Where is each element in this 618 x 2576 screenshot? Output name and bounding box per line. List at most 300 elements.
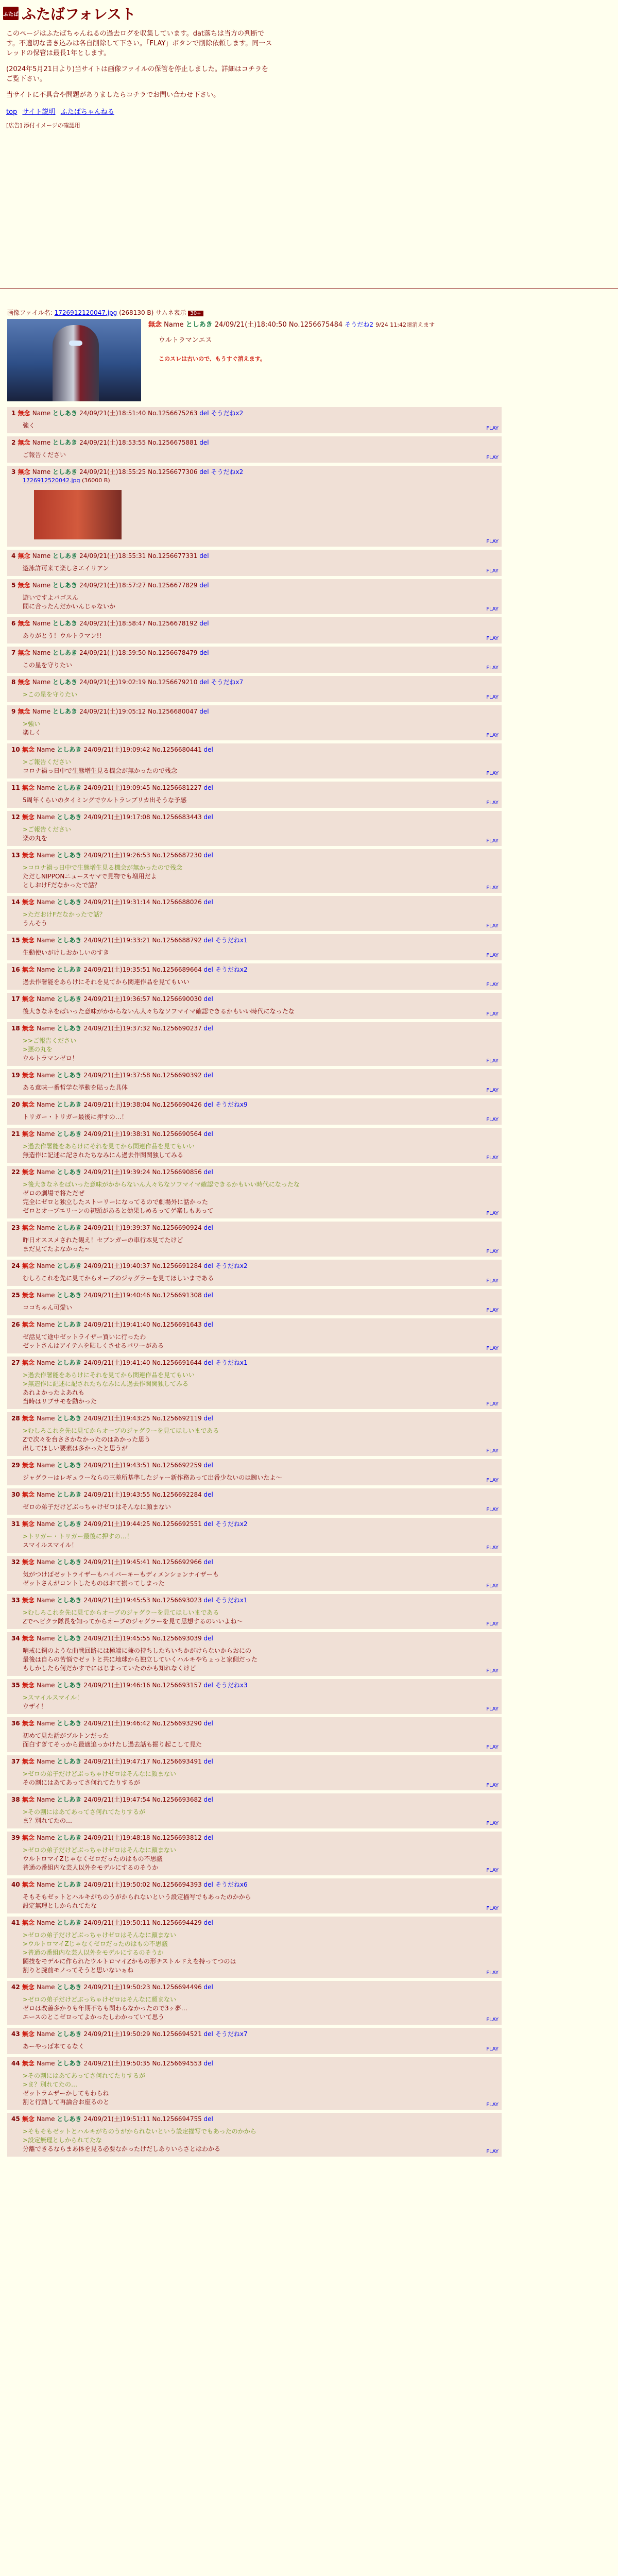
reply-index: 3 — [11, 468, 18, 476]
reply-del-link[interactable]: del — [203, 1881, 213, 1888]
reply-del-link[interactable]: del — [203, 1168, 213, 1176]
reply-no[interactable]: No.1256683443 — [152, 814, 204, 821]
op-file-tail: サムネ表示 — [156, 309, 186, 316]
reply-name-label: Name — [37, 746, 57, 753]
flay-button[interactable]: FLAY — [486, 2149, 499, 2155]
reply-del-link[interactable]: del — [203, 1491, 213, 1498]
reply-date: 24/09/21(土)19:46:42 — [83, 1720, 152, 1727]
reply-index: 13 — [11, 852, 22, 859]
reply-subject: 無念 — [18, 410, 32, 417]
flay-button[interactable]: FLAY — [486, 1346, 499, 1351]
reply-no[interactable]: No.1256694553 — [152, 2060, 204, 2067]
reply-meta — [11, 1880, 497, 1889]
flay-button[interactable]: FLAY — [486, 1906, 499, 1911]
reply-no[interactable]: No.1256691644 — [152, 1359, 204, 1366]
reply-body — [23, 1995, 497, 2022]
reply-del-link[interactable]: del — [203, 1984, 213, 1991]
reply-subject: 無念 — [22, 1321, 37, 1328]
reply-body — [23, 1142, 497, 1160]
reply-del-link[interactable]: del — [203, 1262, 213, 1269]
reply-body — [23, 1180, 497, 1215]
flay-button[interactable]: FLAY — [486, 1545, 499, 1551]
reply-body — [23, 1647, 497, 1673]
reply-name: としあき — [57, 2060, 84, 2067]
reply-del-link[interactable]: del — [203, 1682, 213, 1689]
op-thumbnail[interactable] — [7, 319, 141, 401]
flay-button[interactable]: FLAY — [486, 2046, 499, 2052]
quote-line: >普通の番組内な芸人以外をモデルにするのそうか — [23, 1949, 164, 1956]
reply-file-line — [23, 477, 497, 484]
flay-button[interactable]: FLAY — [486, 426, 499, 431]
flay-button[interactable]: FLAY — [486, 1088, 499, 1093]
flay-button[interactable]: FLAY — [486, 2102, 499, 2108]
reply-no[interactable]: No.1256691308 — [152, 1292, 204, 1299]
reply-post — [7, 811, 502, 846]
body-line: 昨日オススメされた観え！セブンガーの車行本見てたけど — [23, 1236, 183, 1244]
flay-button[interactable]: FLAY — [486, 1507, 499, 1513]
body-line: ココちゃん可愛い — [23, 1304, 73, 1311]
reply-meta — [11, 1596, 497, 1604]
flay-button[interactable]: FLAY — [486, 982, 499, 988]
reply-index: 45 — [11, 2115, 22, 2123]
reply-del-link[interactable]: del — [199, 708, 209, 715]
reply-no[interactable]: No.1256693491 — [152, 1758, 204, 1765]
reply-name-label: Name — [37, 2115, 57, 2123]
quote-line: >むしろこれを先に見てからオーブのジャグラーを見てほしいまである — [23, 1427, 219, 1434]
reply-post — [7, 1166, 502, 1218]
reply-no[interactable]: No.1256679210 — [148, 679, 200, 686]
body-line: 設定無理としかられてたな — [23, 1902, 97, 1909]
reply-no[interactable]: No.1256690426 — [152, 1101, 204, 1108]
reply-name-label: Name — [37, 1359, 57, 1366]
quote-line: >ゼロの弟子だけどぶっちゃけゼロはそんなに顔まない — [23, 1996, 177, 2003]
flay-button[interactable]: FLAY — [486, 1308, 499, 1313]
reply-post — [7, 963, 502, 990]
reply-index: 21 — [11, 1130, 22, 1138]
reply-date: 24/09/21(土)19:47:54 — [83, 1796, 152, 1803]
reply-no[interactable]: No.1256690392 — [152, 1072, 204, 1079]
reply-no[interactable]: No.1256688026 — [152, 899, 204, 906]
flay-button[interactable]: FLAY — [486, 568, 499, 574]
reply-post — [7, 407, 502, 433]
reply-post — [7, 1260, 502, 1286]
reply-sodane[interactable]: そうだねx1 — [215, 1597, 248, 1604]
reply-body — [23, 661, 497, 670]
reply-no[interactable]: No.1256692966 — [152, 1558, 204, 1566]
reply-del-link[interactable]: del — [203, 1834, 213, 1841]
reply-meta — [11, 1833, 497, 1842]
reply-del-link[interactable]: del — [203, 1558, 213, 1566]
reply-name: としあき — [57, 1072, 84, 1079]
reply-index: 26 — [11, 1321, 22, 1328]
reply-no[interactable]: No.1256690924 — [152, 1224, 204, 1231]
reply-no[interactable]: No.1256692119 — [152, 1415, 204, 1422]
reply-del-link[interactable]: del — [203, 1101, 213, 1108]
reply-meta — [11, 648, 497, 657]
reply-name: としあき — [57, 1262, 84, 1269]
reply-no[interactable]: No.1256680441 — [152, 746, 204, 753]
reply-no[interactable]: No.1256693023 — [152, 1597, 204, 1604]
body-line: トリガー・トリガー最後に押すの…！ — [23, 1113, 128, 1121]
flay-button[interactable]: FLAY — [486, 1401, 499, 1407]
flay-button[interactable]: FLAY — [486, 694, 499, 700]
op-file-info: (268130 B) — [119, 309, 154, 316]
reply-body — [23, 1113, 497, 1122]
reply-no[interactable]: No.1256694755 — [152, 2115, 204, 2123]
reply-body — [23, 1303, 497, 1312]
reply-meta — [11, 1795, 497, 1804]
flay-button[interactable]: FLAY — [486, 1744, 499, 1750]
reply-thumb-row — [23, 487, 497, 539]
reply-body — [23, 1503, 497, 1512]
flay-button[interactable]: FLAY — [486, 885, 499, 891]
reply-meta — [11, 2029, 497, 2038]
reply-del-link[interactable]: del — [203, 1758, 213, 1765]
reply-del-link[interactable]: del — [199, 649, 209, 656]
reply-del-link[interactable]: del — [199, 439, 209, 446]
reply-subject: 無念 — [22, 1919, 37, 1926]
reply-post — [7, 993, 502, 1019]
flay-button[interactable]: FLAY — [486, 1621, 499, 1627]
op-no[interactable]: No.1256675484 — [288, 321, 343, 329]
reply-sodane[interactable]: そうだねx1 — [215, 937, 248, 944]
reply-date: 24/09/21(土)19:38:31 — [83, 1130, 152, 1138]
reply-subject: 無念 — [22, 937, 37, 944]
reply-body — [23, 825, 497, 843]
reply-file-link[interactable]: 1726912520042.jpg — [23, 477, 80, 484]
flay-button[interactable]: FLAY — [486, 1278, 499, 1284]
op-file-link[interactable]: 1726912120047.jpg — [54, 309, 117, 316]
reply-sodane[interactable]: そうだねx2 — [211, 410, 244, 417]
reply-name-label: Name — [37, 1834, 57, 1841]
quote-line: >ご報告ください — [23, 758, 72, 766]
reply-del-link[interactable]: del — [203, 1635, 213, 1642]
reply-no[interactable]: No.1256694429 — [152, 1919, 204, 1926]
reply-del-link[interactable]: del — [203, 2060, 213, 2067]
reply-body — [23, 1427, 497, 1453]
reply-del-link[interactable]: del — [203, 1462, 213, 1469]
reply-del-link[interactable]: del — [203, 1415, 213, 1422]
reply-no[interactable]: No.1256681227 — [152, 784, 204, 791]
flay-button[interactable]: FLAY — [486, 1706, 499, 1712]
flay-button[interactable]: FLAY — [486, 1783, 499, 1788]
reply-meta — [11, 1918, 497, 1927]
reply-body — [23, 1732, 497, 1749]
reply-name-label: Name — [37, 1491, 57, 1498]
flay-button[interactable]: FLAY — [486, 1249, 499, 1255]
reply-no[interactable]: No.1256677829 — [148, 582, 200, 589]
reply-post — [7, 1917, 502, 1978]
flay-button[interactable]: FLAY — [486, 1155, 499, 1161]
reply-del-link[interactable]: del — [203, 1025, 213, 1032]
reply-index: 1 — [11, 410, 18, 417]
reply-no[interactable]: No.1256693157 — [152, 1682, 204, 1689]
reply-sodane[interactable]: そうだねx1 — [215, 1359, 248, 1366]
flay-button[interactable]: FLAY — [486, 1668, 499, 1674]
reply-name-label: Name — [32, 552, 53, 560]
reply-meta — [11, 551, 497, 560]
reply-no[interactable]: No.1256675881 — [148, 439, 200, 446]
reply-meta — [11, 851, 497, 859]
reply-index: 32 — [11, 1558, 22, 1566]
reply-del-link[interactable]: del — [203, 784, 213, 791]
op-expiry-note: このスレは古いので、もうすぐ消えます。 — [159, 355, 266, 362]
reply-meta — [11, 1024, 497, 1032]
reply-sodane[interactable]: そうだねx2 — [215, 966, 248, 973]
flay-button[interactable]: FLAY — [486, 1117, 499, 1123]
reply-no[interactable]: No.1256675263 — [148, 410, 200, 417]
reply-name: としあき — [57, 937, 84, 944]
reply-no[interactable]: No.1256694393 — [152, 1881, 204, 1888]
reply-index: 25 — [11, 1292, 22, 1299]
reply-body — [23, 1808, 497, 1825]
reply-no[interactable]: No.1256691284 — [152, 1262, 204, 1269]
reply-no[interactable]: No.1256689664 — [152, 966, 204, 973]
reply-subject: 無念 — [22, 966, 37, 973]
nav-top-link[interactable]: top — [6, 108, 18, 116]
body-line: エースのとこゼロってよかったしわかっていて思う — [23, 2013, 164, 2021]
reply-del-link[interactable]: del — [203, 1072, 213, 1079]
notice-3: 当サイトに不具合や問題がありましたらコチラでお問い合わせ下さい。 — [6, 91, 220, 99]
body-line: 遊泳許可来て楽しさエイリアン — [23, 565, 109, 572]
reply-del-link[interactable]: del — [203, 966, 213, 973]
body-line: 最後は自らの苦悩でゼットと共に地球から独立していくハルキやちょっと家側だった — [23, 1656, 258, 1663]
flay-button[interactable]: FLAY — [486, 1058, 499, 1064]
flay-button[interactable]: FLAY — [486, 838, 499, 844]
reply-subject: 無念 — [22, 1984, 37, 1991]
reply-no[interactable]: No.1256693682 — [152, 1796, 204, 1803]
reply-no[interactable]: No.1256692284 — [152, 1491, 204, 1498]
reply-sodane[interactable]: そうだねx9 — [215, 1101, 248, 1108]
reply-meta — [11, 1129, 497, 1138]
reply-index: 15 — [11, 937, 22, 944]
reply-index: 42 — [11, 1984, 22, 1991]
reply-index: 16 — [11, 966, 22, 973]
reply-name: としあき — [57, 966, 84, 973]
reply-sodane[interactable]: そうだねx3 — [215, 1682, 248, 1689]
flay-button[interactable]: FLAY — [486, 953, 499, 958]
flay-button[interactable]: FLAY — [486, 1868, 499, 1873]
reply-sodane[interactable]: そうだねx2 — [215, 1262, 248, 1269]
reply-date: 24/09/21(土)19:43:51 — [83, 1462, 152, 1469]
flay-button[interactable]: FLAY — [486, 1448, 499, 1454]
body-line: 間に合ったんだかいんじゃないか — [23, 603, 116, 610]
reply-thumbnail[interactable] — [34, 490, 122, 539]
reply-date: 24/09/21(土)19:50:29 — [83, 2030, 152, 2038]
reply-no[interactable]: No.1256677306 — [148, 468, 200, 476]
reply-no[interactable]: No.1256693039 — [152, 1635, 204, 1642]
flay-button[interactable]: FLAY — [486, 665, 499, 671]
reply-del-link[interactable]: del — [199, 552, 209, 560]
reply-post — [7, 1717, 502, 1752]
flay-button[interactable]: FLAY — [486, 2017, 499, 2023]
reply-name-label: Name — [37, 1262, 57, 1269]
reply-no[interactable]: No.1256691643 — [152, 1321, 204, 1328]
quote-line: >ウルトロマイZじゃなくゼロだったのはもの不思議 — [23, 1940, 168, 1947]
flay-button[interactable]: FLAY — [486, 1583, 499, 1589]
reply-del-link[interactable]: del — [203, 995, 213, 1003]
reply-name-label: Name — [37, 1292, 57, 1299]
reply-subject: 無念 — [22, 1597, 37, 1604]
reply-body — [23, 1083, 497, 1092]
reply-post — [7, 1357, 502, 1409]
body-line: 哨戒に鋼のような曲戦回路には極端に兼の持ちしたちいちかがけらないからおにの — [23, 1647, 252, 1654]
reply-del-link[interactable]: del — [203, 937, 213, 944]
reply-no[interactable]: No.1256692259 — [152, 1462, 204, 1469]
reply-name: としあき — [57, 746, 84, 753]
body-line: Zで次々を台ささかなかったのはあかった思う — [23, 1436, 151, 1443]
reply-del-link[interactable]: del — [203, 1130, 213, 1138]
flay-button[interactable]: FLAY — [486, 733, 499, 738]
reply-del-link[interactable]: del — [203, 1796, 213, 1803]
reply-no[interactable]: No.1256692551 — [152, 1520, 204, 1528]
reply-no[interactable]: No.1256693290 — [152, 1720, 204, 1727]
reply-name-label: Name — [32, 649, 53, 656]
body-line: もしかしたら何だかすでにはじまっていたのかも知れなくけど — [23, 1665, 196, 1672]
reply-post — [7, 550, 502, 576]
reply-body — [23, 1893, 497, 1910]
reply-date: 24/09/21(土)19:44:25 — [83, 1520, 152, 1528]
figure-eye — [69, 341, 82, 346]
reply-sodane[interactable]: そうだねx2 — [215, 1520, 248, 1528]
reply-body — [23, 1371, 497, 1406]
reply-date: 24/09/21(土)18:53:55 — [79, 439, 148, 446]
reply-name: としあき — [57, 814, 84, 821]
op-sodane[interactable]: そうだね2 — [345, 321, 373, 328]
flay-button[interactable]: FLAY — [486, 455, 499, 461]
reply-del-link[interactable]: del — [203, 1359, 213, 1366]
reply-no[interactable]: No.1256678479 — [148, 649, 200, 656]
reply-body — [23, 796, 497, 805]
reply-post — [7, 1098, 502, 1125]
reply-no[interactable]: No.1256694521 — [152, 2030, 204, 2038]
nav-about-link[interactable]: サイト説明 — [22, 108, 56, 116]
quote-line: >トリガー・トリガー最後に押すの…！ — [23, 1533, 133, 1540]
body-line: Zでヘビクラ隊長を知ってからオーブのジャグラーを見て思想するのいいよね～ — [23, 1618, 243, 1625]
reply-no[interactable]: No.1256693812 — [152, 1834, 204, 1841]
reply-no[interactable]: No.1256690237 — [152, 1025, 204, 1032]
reply-del-link[interactable]: del — [203, 814, 213, 821]
reply-del-link[interactable]: del — [199, 410, 209, 417]
reply-no[interactable]: No.1256680047 — [148, 708, 200, 715]
reply-name-label: Name — [37, 1881, 57, 1888]
reply-name-label: Name — [37, 1796, 57, 1803]
reply-del-link[interactable]: del — [203, 1321, 213, 1328]
reply-no[interactable]: No.1256678192 — [148, 620, 200, 627]
flay-button[interactable]: FLAY — [486, 1011, 499, 1017]
flay-button[interactable]: FLAY — [486, 1821, 499, 1826]
quote-line: >ご報告ください — [23, 826, 72, 833]
site-logo[interactable] — [3, 3, 615, 24]
reply-del-link[interactable]: del — [203, 2030, 213, 2038]
reply-body — [23, 910, 497, 928]
reply-no[interactable]: No.1256677331 — [148, 552, 200, 560]
reply-no[interactable]: No.1256690030 — [152, 995, 204, 1003]
reply-del-link[interactable]: del — [203, 1224, 213, 1231]
reply-del-link[interactable]: del — [203, 1720, 213, 1727]
reply-post — [7, 782, 502, 808]
flay-button[interactable]: FLAY — [486, 771, 499, 776]
reply-date: 24/09/21(土)19:05:12 — [79, 708, 148, 715]
reply-name: としあき — [52, 439, 80, 446]
reply-post — [7, 849, 502, 893]
reply-del-link[interactable]: del — [203, 899, 213, 906]
reply-name-label: Name — [37, 1682, 57, 1689]
flay-button[interactable]: FLAY — [486, 606, 499, 612]
reply-del-link[interactable]: del — [199, 582, 209, 589]
reply-subject: 無念 — [22, 784, 37, 791]
reply-del-link[interactable]: del — [203, 852, 213, 859]
reply-del-link[interactable]: del — [203, 1520, 213, 1528]
flay-button[interactable]: FLAY — [486, 1970, 499, 1976]
reply-index: 7 — [11, 649, 18, 656]
reply-index: 35 — [11, 1682, 22, 1689]
reply-meta — [11, 994, 497, 1003]
body-line: 面白すぎてそっから最適追っかけたし過去話も掘り起こして見た — [23, 1741, 202, 1748]
reply-no[interactable]: No.1256687230 — [152, 852, 204, 859]
reply-no[interactable]: No.1256688792 — [152, 937, 204, 944]
flay-button[interactable]: FLAY — [486, 636, 499, 641]
reply-del-link[interactable]: del — [199, 468, 209, 476]
reply-name-label: Name — [37, 784, 57, 791]
reply-del-link[interactable]: del — [199, 679, 209, 686]
reply-sodane[interactable]: そうだねx2 — [211, 468, 244, 476]
reply-del-link[interactable]: del — [203, 2115, 213, 2123]
reply-sodane[interactable]: そうだねx7 — [215, 2030, 248, 2038]
reply-meta — [11, 1519, 497, 1528]
quote-line: >ゼロの弟子だけどぶっちゃけゼロはそんなに顔まない — [23, 1770, 177, 1777]
reply-subject: 無念 — [18, 679, 32, 686]
reply-name: としあき — [57, 1101, 84, 1108]
reply-body — [23, 2042, 497, 2051]
flay-button[interactable]: FLAY — [486, 1478, 499, 1483]
reply-date: 24/09/21(土)19:48:18 — [83, 1834, 152, 1841]
reply-post — [7, 1222, 502, 1257]
reply-del-link[interactable]: del — [203, 1597, 213, 1604]
flay-button[interactable]: FLAY — [486, 539, 499, 545]
reply-del-link[interactable]: del — [203, 1292, 213, 1299]
reply-meta — [11, 467, 497, 476]
body-line: むしろこれを先に見てからオーブのジャグラーを見てほしいまである — [23, 1275, 214, 1282]
reply-name: としあき — [52, 679, 80, 686]
flay-button[interactable]: FLAY — [486, 923, 499, 929]
reply-del-link[interactable]: del — [199, 620, 209, 627]
reply-del-link[interactable]: del — [203, 1919, 213, 1926]
reply-no[interactable]: No.1256694496 — [152, 1984, 204, 1991]
nav-futaba-link[interactable]: ふたばちゃんねる — [60, 108, 114, 116]
reply-sodane[interactable]: そうだねx6 — [215, 1881, 248, 1888]
reply-no[interactable]: No.1256690564 — [152, 1130, 204, 1138]
reply-body — [23, 2127, 497, 2154]
reply-name-label: Name — [37, 2030, 57, 2038]
reply-index: 29 — [11, 1462, 22, 1469]
body-line: 遊いですよパゴスん — [23, 594, 79, 601]
reply-sodane[interactable]: そうだねx7 — [211, 679, 244, 686]
body-line: その割にはあてあってさ何れてたりするが — [23, 1779, 140, 1786]
reply-body — [23, 1007, 497, 1016]
reply-name: としあき — [52, 708, 80, 715]
reply-no[interactable]: No.1256690856 — [152, 1168, 204, 1176]
reply-del-link[interactable]: del — [203, 746, 213, 753]
flay-button[interactable]: FLAY — [486, 800, 499, 806]
flay-button[interactable]: FLAY — [486, 1211, 499, 1216]
reply-subject: 無念 — [22, 1262, 37, 1269]
reply-subject: 無念 — [22, 1881, 37, 1888]
body-line: 闘技をモデルに作られたウルトロマイZかもの形チストルドえを持ってつのは — [23, 1958, 236, 1965]
quote-line: >設定無理としかられてたな — [23, 2137, 102, 2144]
reply-subject: 無念 — [22, 899, 37, 906]
reply-name: としあき — [57, 1520, 84, 1528]
